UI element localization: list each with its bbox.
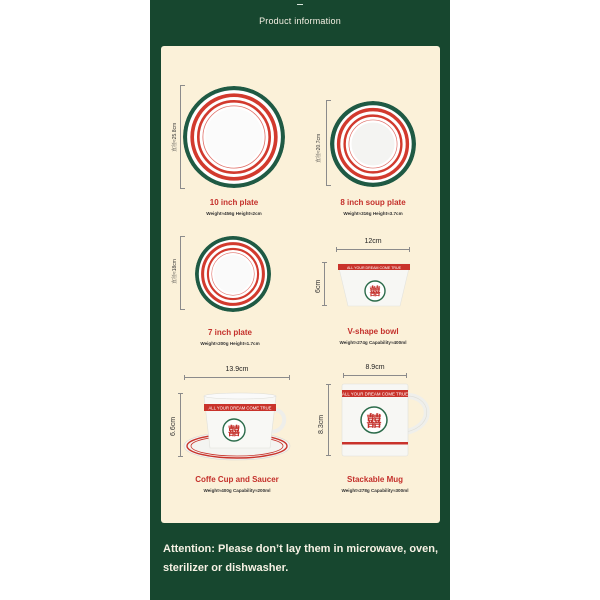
- product-spec: Weight≈278g Capability≈300ml: [341, 488, 409, 493]
- dimension-line: [328, 384, 329, 456]
- product-name: Coffe Cup and Saucer: [195, 475, 279, 484]
- dimension-cap: [184, 375, 185, 380]
- double-happiness-symbol: 囍: [369, 285, 381, 298]
- product-name: V-shape bowl: [347, 327, 399, 336]
- product-spec: Weight≈274g Capability≈400ml: [339, 340, 407, 345]
- dimension-cap: [326, 384, 331, 385]
- dimension-height-label: 8.3cm: [318, 414, 325, 434]
- dimension-cap: [336, 247, 337, 252]
- dimension-line: [336, 249, 410, 250]
- mug-print-text: ALL YOUR DREAM COME TRUE: [341, 391, 409, 397]
- coffee-cup-saucer-image: [182, 390, 292, 462]
- product-spec: Weight≈316g Height≈3.7cm: [343, 211, 403, 216]
- v-shape-bowl-image: [338, 262, 410, 308]
- page-title: Product information: [259, 16, 341, 26]
- dimension-line: [326, 100, 327, 186]
- product-spec: Weight≈456g Height≈2cm: [206, 211, 262, 216]
- dimension-cap: [409, 247, 410, 252]
- soup-plate-8-inch-image: [330, 101, 416, 187]
- dimension-line: [180, 393, 181, 457]
- dimension-cap: [180, 85, 185, 86]
- dimension-cap: [343, 373, 344, 378]
- dimension-label: 直径≈18cm: [172, 259, 178, 284]
- product-name: 8 inch soup plate: [340, 198, 406, 207]
- product-name: 7 inch plate: [207, 328, 252, 337]
- double-happiness-symbol: 囍: [366, 412, 382, 430]
- dimension-line: [184, 377, 290, 378]
- bowl-print-text: ALL YOUR DREAM COME TRUE: [346, 266, 402, 270]
- dimension-width-label: 12cm: [364, 238, 382, 245]
- product-name: 10 inch plate: [209, 198, 259, 207]
- dimension-line: [180, 236, 181, 310]
- dimension-cap: [180, 309, 185, 310]
- attention-notice: Attention: Please don’t lay them in microwave, oven, sterilizer or dishwasher.: [163, 543, 439, 574]
- dimension-cap: [322, 305, 327, 306]
- dimension-label: 直径≈20.7cm: [316, 133, 322, 163]
- dimension-cap: [322, 262, 327, 263]
- dimension-cap: [406, 373, 407, 378]
- dimension-height-label: 6cm: [315, 279, 322, 293]
- dimension-cap: [180, 188, 185, 189]
- plate-7-inch-image: [195, 236, 271, 312]
- product-name: Stackable Mug: [346, 475, 403, 484]
- dimension-line: [324, 262, 325, 306]
- product-spec: Weight≈200g Height≈1.7cm: [200, 341, 260, 346]
- dimension-cap: [326, 455, 331, 456]
- header-tick: [297, 4, 303, 5]
- double-happiness-symbol: 囍: [227, 424, 241, 438]
- product-spec: Weight≈400g Capability≈200ml: [203, 488, 271, 493]
- dimension-cap: [326, 185, 331, 186]
- dimension-line: [343, 375, 407, 376]
- dimension-label: 直径≈25.8cm: [172, 122, 178, 152]
- cup-print-text: ALL YOUR DREAM COME TRUE: [208, 405, 272, 411]
- plate-10-inch-image: [183, 86, 285, 188]
- dimension-width-label: 8.9cm: [365, 364, 385, 371]
- dimension-width-label: 13.9cm: [225, 366, 249, 373]
- dimension-line: [180, 85, 181, 189]
- dimension-cap: [180, 236, 185, 237]
- stackable-mug-image: [340, 382, 434, 458]
- dimension-cap: [326, 100, 331, 101]
- dimension-height-label: 6.6cm: [170, 416, 177, 436]
- header: [150, 0, 450, 40]
- dimension-cap: [289, 375, 290, 380]
